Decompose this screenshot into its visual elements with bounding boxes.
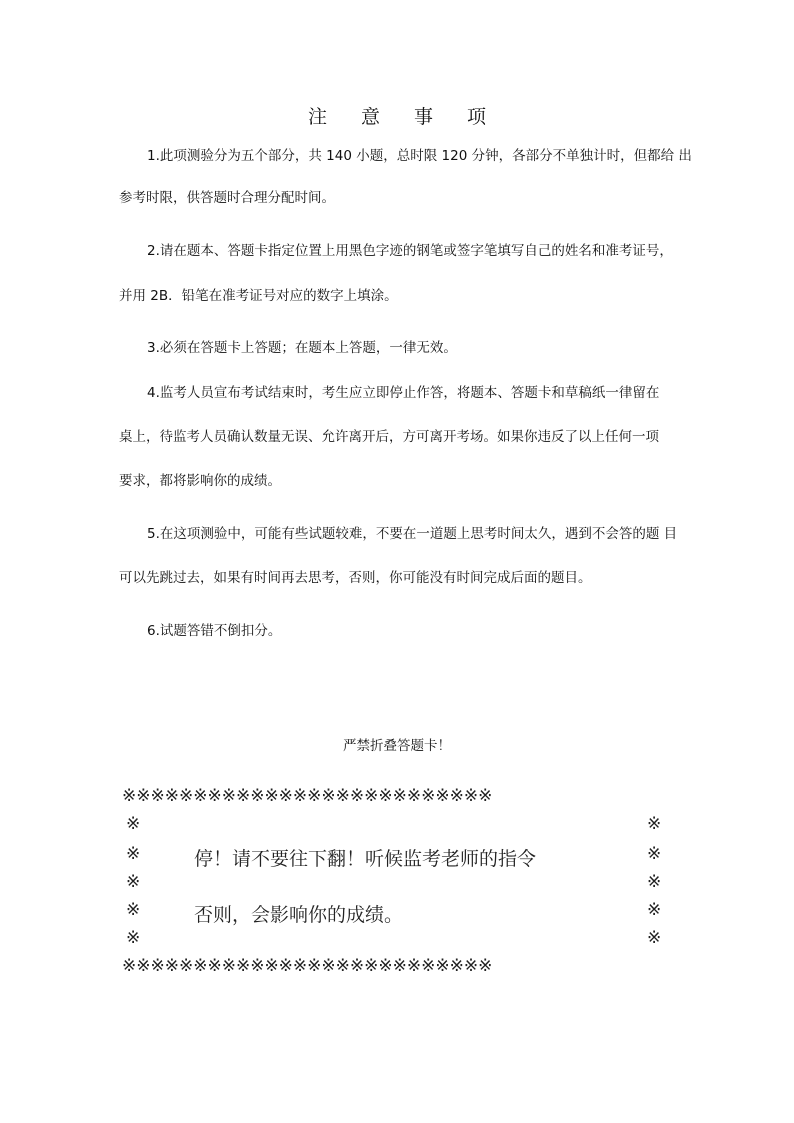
instruction-4-line-1: 4.监考人员宣布考试结束时，考生应立即停止作答，将题本、答题卡和草稿纸一律留在	[147, 385, 660, 401]
instruction-5-line-2: 可以先跳过去，如果有时间再去思考，否则，你可能没有时间完成后面的题目。	[119, 570, 592, 586]
instruction-4-line-2: 桌上，待监考人员确认数量无误、允许离开后，方可离开考场。如果你违反了以上任何一项	[119, 429, 659, 445]
instruction-3: 3.必须在答题卡上答题；在题本上答题，一律无效。	[147, 340, 457, 356]
instruction-6: 6.试题答错不倒扣分。	[147, 623, 282, 639]
instruction-4-line-3: 要求，都将影响你的成绩。	[119, 473, 281, 489]
instruction-1-line-2: 参考时限，供答题时合理分配时间。	[119, 190, 335, 206]
box-border-right-mark: ※	[647, 928, 662, 948]
box-border-left-mark: ※	[126, 928, 141, 948]
no-fold-warning: 严禁折叠答题卡！	[343, 738, 451, 754]
instruction-2-line-2: 并用 2B．铅笔在准考证号对应的数字上填涂。	[119, 288, 398, 304]
stop-notice-line-1: 停！请不要往下翻！听候监考老师的指令	[194, 848, 537, 870]
box-border-left-mark: ※	[126, 814, 141, 834]
instruction-2-line-1: 2.请在题本、答题卡指定位置上用黑色字迹的钢笔或签字笔填写自己的姓名和准考证号，	[147, 243, 673, 259]
box-border-left-mark: ※	[126, 900, 141, 920]
box-border-right-mark: ※	[647, 844, 662, 864]
instruction-1-line-1: 1.此项测验分为五个部分，共 140 小题，总时限 120 分钟，各部分不单独计时，但都给 出	[147, 148, 692, 164]
stop-notice-line-2: 否则，会影响你的成绩。	[194, 904, 404, 926]
box-border-bottom: ※※※※※※※※※※※※※※※※※※※※※※※※※※	[122, 956, 493, 976]
box-border-top: ※※※※※※※※※※※※※※※※※※※※※※※※※※	[122, 786, 493, 806]
page-title: 注 意 事 项	[307, 106, 501, 128]
box-border-right-mark: ※	[647, 814, 662, 834]
box-border-right-mark: ※	[647, 872, 662, 892]
box-border-right-mark: ※	[647, 900, 662, 920]
stop-notice-box	[122, 786, 670, 976]
box-border-left-mark: ※	[126, 844, 141, 864]
box-border-left-mark: ※	[126, 872, 141, 892]
instruction-5-line-1: 5.在这项测验中，可能有些试题较难，不要在一道题上思考时间太久，遇到不会答的题 目	[147, 526, 678, 542]
